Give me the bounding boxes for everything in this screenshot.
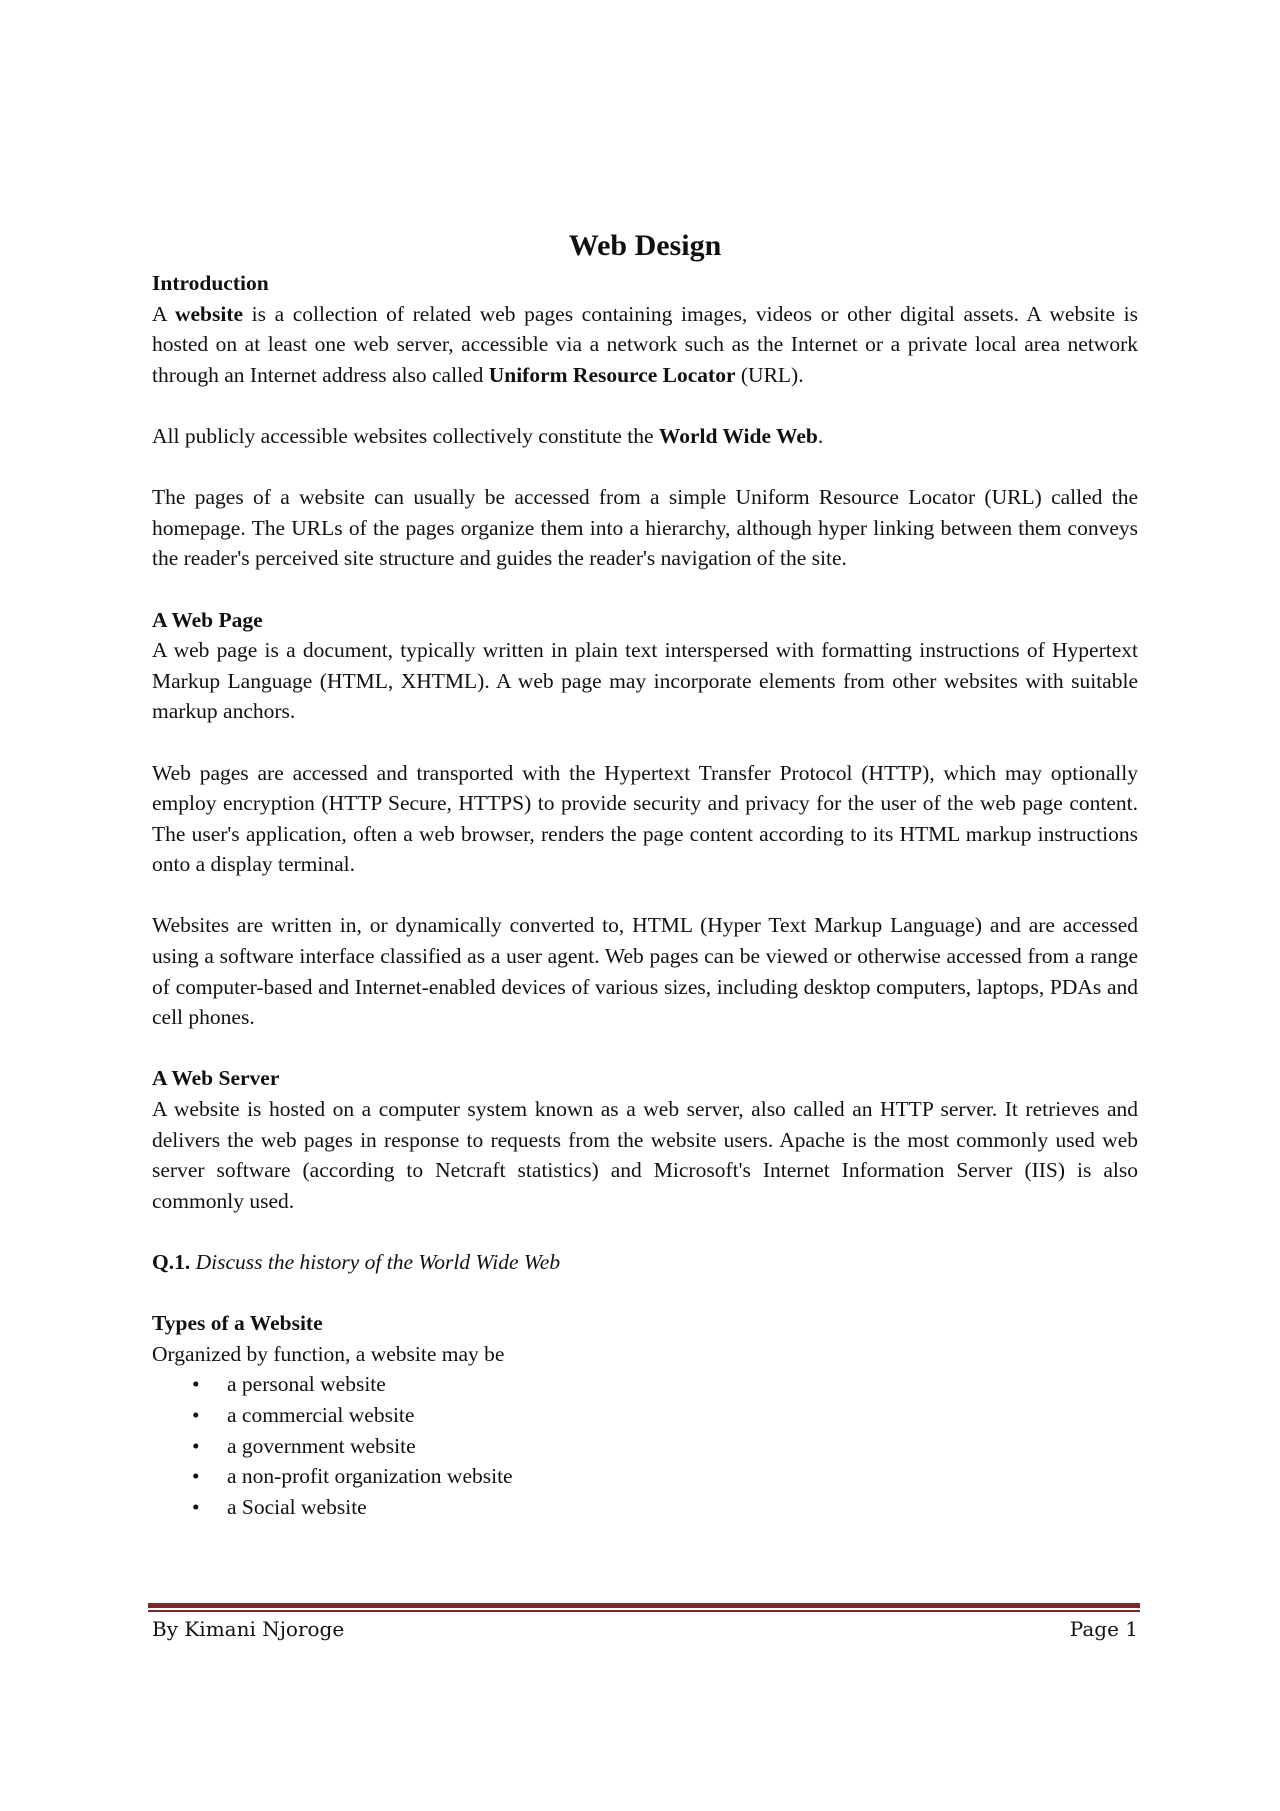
footer-divider (148, 1603, 1140, 1613)
paragraph-intro-www: All publicly accessible websites collectively constitute the World Wide Web. (152, 423, 824, 448)
list-item: • a commercial website (152, 1400, 1138, 1431)
paragraph-web-page-http: Web pages are accessed and transported with the Hypertext Transfer Protocol (HTTP), which may optionally employ encryption (HTTP Secure, HTTPS) to provide security and privacy for the user of the web page content. The user's application, often a web browser, renders the page content according to its HTML markup instructions onto a display terminal. (152, 760, 1138, 877)
paragraph-web-page-definition: A web page is a document, typically written in plain text interspersed with formatting instructions of Hypertext Markup Language (HTML, XHTML). A web page may incorporate elements from other websites with suitable markup anchors. (152, 638, 1138, 724)
question-label: Q.1. (152, 1250, 191, 1274)
footer-page-number: Page 1 (1069, 1617, 1138, 1641)
bullet-icon: • (192, 1464, 200, 1489)
paragraph-web-page-html: Websites are written in, or dynamically converted to, HTML (Hyper Text Markup Language) and are accessed using a software interface classified as a user agent. Web pages can be viewed or otherwise accessed from a range of computer-based and Internet-enabled devices of various sizes, including desktop computers, laptops, PDAs and cell phones. (152, 913, 1138, 1030)
paragraph-intro-homepage: The pages of a website can usually be accessed from a simple Uniform Resource Locator (URL) called the homepage. The URLs of the pages organize them into a hierarchy, although hyper linking between them conveys the reader's perceived site structure and guides the reader's navigation of the site. (152, 485, 1138, 571)
section-heading-web-server: A Web Server (152, 1066, 280, 1091)
paragraph-intro-website: A website is a collection of related web pages containing images, videos or other digital assets. A website is hosted on at least one web server, accessible via a network such as the Internet or a private local area network through an Internet address also called Uniform Resource Locator (URL). (152, 301, 1138, 387)
bullet-icon: • (192, 1402, 200, 1427)
list-item: • a government website (152, 1431, 1138, 1462)
footer-divider-thin (148, 1610, 1140, 1612)
footer-divider-thick (148, 1603, 1140, 1608)
types-list (152, 1369, 1138, 1522)
section-heading-web-page: A Web Page (152, 607, 263, 632)
list-item: • a non-profit organization website (152, 1461, 1138, 1492)
section-heading-introduction: Introduction (152, 271, 269, 295)
paragraph-web-server: A website is hosted on a computer system known as a web server, also called an HTTP server. It retrieves and delivers the web pages in response to requests from the website users. Apache is the most commonly used web server software (according to Netcraft statistics) and Microsoft's Internet Information Server (IIS) is also commonly used. (152, 1097, 1138, 1213)
term-url: Uniform Resource Locator (488, 362, 736, 387)
list-item: • a Social website (152, 1492, 1138, 1523)
document-title: Web Design (568, 229, 722, 262)
document-body (152, 226, 1138, 1522)
footer-author: By Kimani Njoroge (152, 1617, 345, 1641)
term-website: website (174, 301, 244, 326)
section-heading-types: Types of a Website (152, 1311, 323, 1336)
list-item: • a personal website (152, 1369, 1138, 1400)
types-intro: Organized by function, a website may be (152, 1341, 505, 1366)
question-text: Discuss the history of the World Wide Web (190, 1250, 561, 1274)
bullet-icon: • (192, 1494, 200, 1519)
term-www: World Wide Web (658, 423, 818, 448)
bullet-icon: • (192, 1433, 200, 1458)
question-line (152, 1247, 1138, 1278)
bullet-icon: • (192, 1372, 200, 1397)
